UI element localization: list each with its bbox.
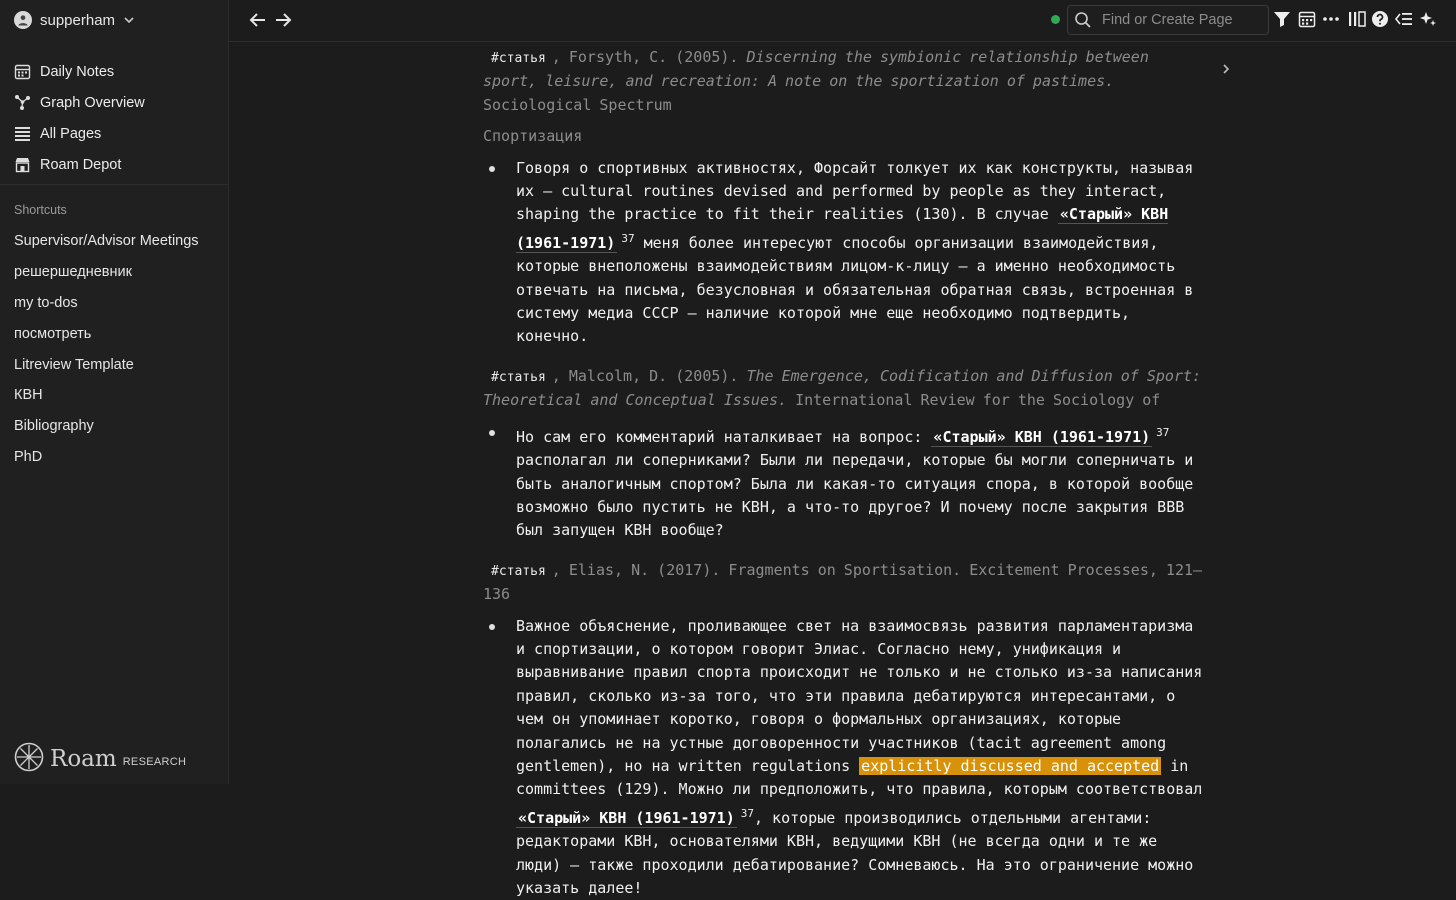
block-text: , которые производились отдельными агентами: редакторами КВН, основателями КВН, ведущими КВН (не всегда одни и те же люди) – также проходили дебатирование? Сомневаюсь. На это ограничение можно указать далее! [516,808,1194,897]
highlighted-text: explicitly discussed and accepted [861,756,1160,775]
shortcut-item[interactable]: Supervisor/Advisor Meetings [14,233,199,250]
sidebar-item-roam-depot[interactable] [14,149,224,180]
page-link[interactable]: «Старый» КВН (1961-1971) [516,205,1169,252]
sidebar-item-daily-notes[interactable] [14,56,224,87]
reference-tail: International Review for the Sociology of [787,391,1161,410]
reference-count[interactable]: 37 [621,231,635,245]
list-icon [14,125,31,142]
reference-block[interactable] [483,365,1203,413]
logo-subtitle: RESEARCH [122,756,187,768]
sidebar-item-graph-overview[interactable] [14,87,224,118]
reference-title: Discerning the symbionic relationship between sport, leisure, and recreation: A note on the sportization of pastimes. [483,48,1149,91]
bullet-dot[interactable] [489,166,495,172]
shortcut-item[interactable]: посмотреть [14,325,92,342]
shortcut-item[interactable]: решершедневник [14,264,132,281]
reference-lead: , Forsyth, C. (2005). [551,48,747,66]
shortcuts-list [14,226,224,472]
graph-switcher[interactable] [14,9,135,31]
bullet-dot[interactable] [489,430,495,436]
back-arrow-icon[interactable] [248,10,268,30]
reference-lead: , Malcolm, D. (2005). [551,366,747,385]
block-text: in committees (129). Можно ли предположить, что правила, которым соответствовал [516,756,1203,799]
chevron-right-icon[interactable] [1219,62,1233,76]
shortcut-item[interactable]: Bibliography [14,418,94,435]
search-input[interactable] [1100,11,1264,29]
shortcut-item[interactable]: PhD [14,448,43,465]
top-bar [229,0,1456,42]
block-text: Важное объяснение, проливающее свет на взаимосвязь развития парламентаризма и спортизации, о котором говорит Элиас. Согласно нему, унификация и выравнивание правил спорта происходит не только и не столько из-за написания правил, сколько из-за того, что эти правила дебатируются интересантами, о чем он упоминает коротко, говоря о формальных организациях, которые полагались не на устные договоренности участников (tacit agreement among gentlemen), но на written regulations [516,616,1203,775]
more-options-icon[interactable] [1322,10,1340,28]
sync-status-dot [1051,15,1060,24]
sidebar-item-label: Graph Overview [40,94,145,111]
filter-icon[interactable] [1273,10,1291,28]
section-heading[interactable]: Спортизация [483,127,583,146]
roam-logo[interactable] [14,742,186,772]
main-page [229,42,1456,897]
sidebar-item-all-pages[interactable] [14,118,224,149]
graph-avatar [14,11,32,29]
forward-arrow-icon[interactable] [273,10,293,30]
shortcut-item[interactable]: Litreview Template [14,356,134,373]
chevron-down-icon [123,14,135,26]
block-text: Но сам его комментарий наталкивает на вопрос: [516,427,932,446]
bullet-block[interactable] [483,157,1203,349]
sidebar-item-label: Daily Notes [40,63,115,80]
shortcut-item[interactable]: my to-dos [14,294,78,311]
sidebar-nav [14,56,224,180]
page-link[interactable]: «Старый» КВН (1961-1971) [933,427,1151,446]
shortcut-item[interactable]: КВН [14,387,43,404]
calendar-icon[interactable] [1298,10,1316,28]
block-text: меня более интересуют способы организации взаимодействия, которые внеположены взаимодействиям лицом-к-лицу – а именно необходимость отвечать на письма, безусловная и обязательная обратная связь, встроенная в систему медиа СССР – наличие которой мне еще необходимо подтвердить, конечно. [516,233,1194,346]
reference-count[interactable]: 37 [740,806,754,820]
reference-block[interactable] [483,559,1203,607]
ai-sparkle-icon[interactable] [1419,10,1437,28]
divider [0,184,228,185]
tag-statya[interactable]: #статья [491,51,546,66]
block-text: располагал ли соперниками? Были ли передачи, которые бы могли соперничать и быть аналогичным спортом? Была ли какая-то ситуация спора, в которой вообще возможно было пустить не КВН, а что-то другое? И почему после закрытия ВВВ был запущен КВН вообще? [516,451,1194,540]
right-sidebar-toggle-icon[interactable] [1348,10,1366,28]
tag-statya[interactable]: #статья [491,369,546,385]
reference-count[interactable]: 37 [1156,425,1170,439]
sidebar-item-label: Roam Depot [40,156,122,173]
graph-name: supperham [40,11,116,29]
bullet-block[interactable] [483,421,1203,543]
left-sidebar [0,0,229,784]
sidebar-outline-icon[interactable] [1395,10,1413,28]
shortcuts-heading: Shortcuts [14,203,67,217]
store-icon [14,156,31,173]
calendar-icon [14,63,31,80]
search-box[interactable] [1067,5,1269,35]
reference-lead: , Elias, N. (2017). Fragments on Sportisation. Excitement Processes, 121–136 [483,560,1203,604]
tag-statya[interactable]: #статья [491,563,546,579]
roam-logo-icon [14,742,44,772]
reference-tail: Sociological Spectrum [483,95,672,114]
graph-icon [14,94,31,111]
reference-title: The Emergence, Codification and Diffusion of Sport: Theoretical and Conceptual Issues. [483,366,1202,410]
sidebar-item-label: All Pages [40,125,102,142]
help-icon[interactable] [1371,10,1389,28]
page-link[interactable]: «Старый» КВН (1961-1971) [518,808,735,827]
search-icon [1074,11,1092,29]
block-text: Говоря о спортивных активностях, Форсайт толкует их как конструкты, называя их – cultural routines devised and performed by people as they interact, shaping the practice to fit their realities (130). В случае [516,158,1194,224]
page-document [483,42,1203,900]
bullet-block[interactable] [483,615,1203,900]
logo-word: Roam [50,746,117,772]
bullet-dot[interactable] [489,624,495,630]
reference-block[interactable] [483,46,1203,117]
